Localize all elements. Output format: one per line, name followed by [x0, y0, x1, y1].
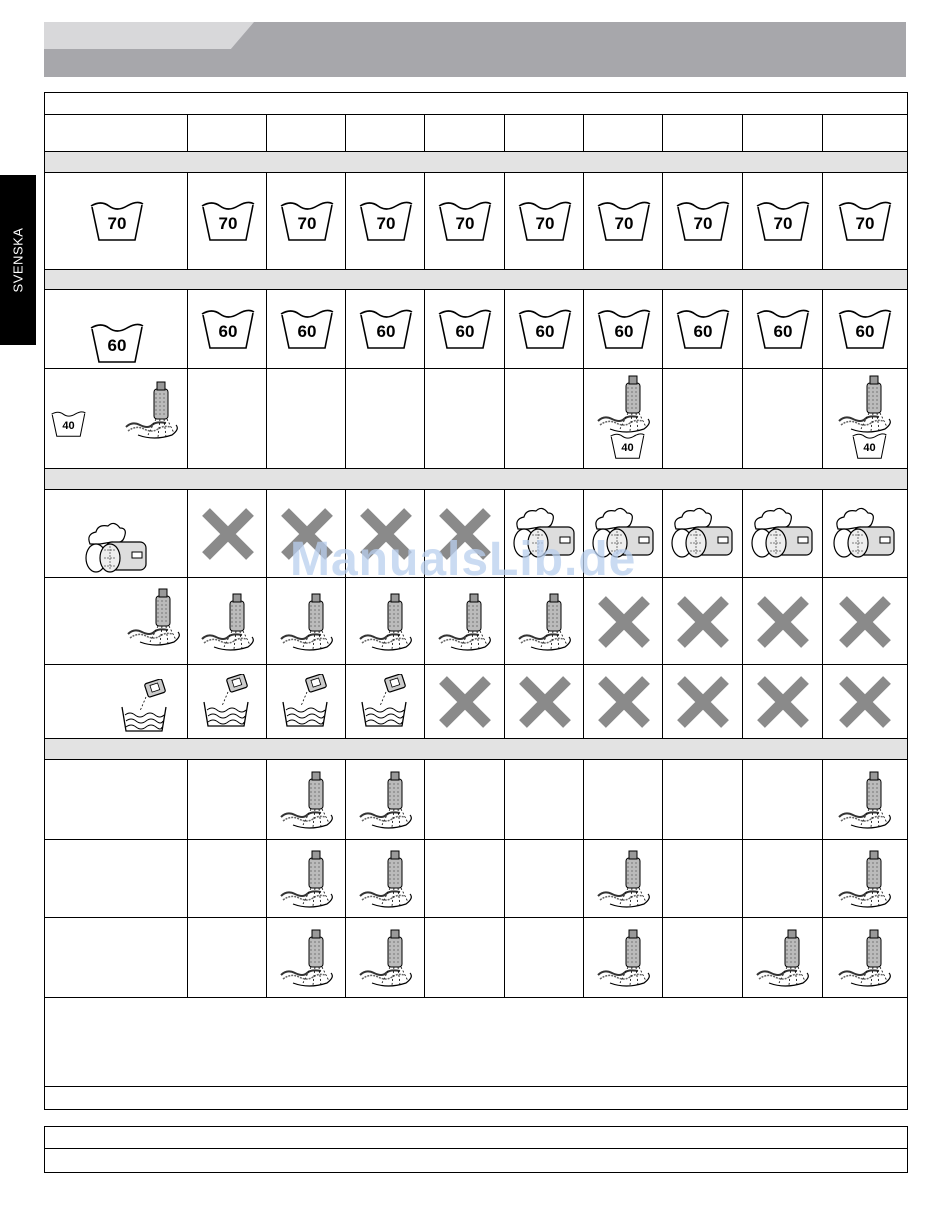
grid-cell — [662, 368, 744, 469]
wash-basin-40-icon — [850, 431, 889, 461]
care-symbol-table — [44, 92, 906, 1109]
grid-cell — [266, 839, 347, 919]
temperature-label: 40 — [621, 442, 634, 455]
grid-cell — [662, 839, 744, 919]
grid-cell — [266, 759, 347, 841]
not-allowed-cross-icon — [596, 674, 652, 730]
language-label: SVENSKA — [10, 227, 26, 293]
grid-cell — [662, 664, 744, 739]
spray-bottle-icon — [277, 848, 337, 910]
grid-cell — [345, 917, 426, 999]
grid-cell — [345, 759, 426, 841]
temperature-label: 40 — [862, 442, 876, 455]
section-header-row — [44, 467, 908, 491]
grid-cell — [504, 172, 585, 270]
bottom-table — [44, 1126, 906, 1171]
grid-cell — [187, 289, 268, 369]
wash-basin-70-icon — [594, 198, 654, 244]
wash-basin-70-icon — [198, 198, 258, 244]
grid-cell — [822, 172, 908, 270]
temperature-label: 70 — [297, 214, 316, 233]
spray-bottle-icon — [122, 379, 182, 441]
row-label-cell — [44, 759, 189, 841]
wash-basin-40-icon — [608, 431, 647, 461]
grid-cell — [822, 839, 908, 919]
grid-cell — [822, 368, 908, 469]
grid-cell — [187, 759, 268, 841]
grid-cell — [187, 664, 268, 739]
grid-cell — [742, 368, 824, 469]
detergent-pour-basin-icon — [198, 674, 258, 730]
grid-cell — [345, 368, 426, 469]
notes-area — [44, 997, 908, 1088]
header-program-cell — [662, 114, 744, 153]
grid-cell — [662, 577, 744, 666]
row-label-cell — [44, 368, 189, 469]
spray-bottle-icon — [835, 769, 895, 831]
footer-row — [44, 1086, 908, 1110]
grid-cell — [662, 489, 744, 579]
header-program-cell — [266, 114, 347, 153]
grid-cell — [187, 368, 268, 469]
grid-cell — [822, 489, 908, 579]
wash-basin-40-icon — [49, 409, 88, 439]
bottom-table-row — [44, 1126, 908, 1150]
row-label-cell — [44, 577, 189, 666]
grid-cell — [742, 664, 824, 739]
wash-basin-60-icon — [356, 306, 416, 352]
row-label-cell — [44, 289, 189, 369]
header-program-cell — [822, 114, 908, 153]
grid-cell — [742, 489, 824, 579]
temperature-label: 70 — [218, 214, 237, 233]
spray-bottle-icon — [753, 927, 813, 989]
not-allowed-cross-icon — [755, 674, 811, 730]
grid-cell — [345, 172, 426, 270]
tumble-dryer-icon — [668, 505, 738, 563]
watermark: ManualsLib.de — [290, 533, 637, 586]
wash-basin-70-icon — [277, 198, 337, 244]
grid-cell — [583, 664, 664, 739]
temperature-label: 70 — [455, 214, 475, 233]
not-allowed-cross-icon — [437, 674, 493, 730]
spray-bottle-icon — [356, 848, 416, 910]
temperature-label: 60 — [535, 322, 554, 341]
temperature-label: 60 — [107, 336, 126, 355]
grid-cell — [424, 917, 506, 999]
spray-bottle-icon — [435, 591, 495, 653]
section-header-row — [44, 737, 908, 761]
grid-cell — [742, 172, 824, 270]
spray-bottle-icon — [277, 769, 337, 831]
temperature-label: 60 — [297, 322, 316, 341]
header-tab — [44, 22, 254, 49]
wash-basin-70-icon — [673, 198, 733, 244]
grid-cell — [266, 917, 347, 999]
wash-basin-60-icon — [277, 306, 337, 352]
wash-basin-70-icon — [515, 198, 575, 244]
spray-bottle-icon — [835, 373, 895, 435]
tumble-dryer-icon — [748, 505, 818, 563]
grid-cell — [583, 917, 664, 999]
not-allowed-cross-icon — [675, 594, 731, 650]
spray-bottle-icon — [356, 591, 416, 653]
grid-cell — [583, 289, 664, 369]
temperature-label: 60 — [376, 322, 395, 341]
header-program-cell — [345, 114, 426, 153]
grid-cell — [266, 289, 347, 369]
wash-basin-60-icon — [515, 306, 575, 352]
grid-cell — [345, 577, 426, 666]
wash-basin-60-icon — [198, 306, 258, 352]
grid-cell — [504, 664, 585, 739]
spray-bottle-icon — [594, 927, 654, 989]
wash-basin-60-icon — [594, 306, 654, 352]
grid-cell — [345, 664, 426, 739]
row-label-cell — [44, 172, 189, 270]
detergent-pour-basin-icon — [356, 674, 416, 730]
wash-basin-70-icon — [753, 198, 813, 244]
table-title-row — [44, 92, 908, 116]
grid-cell — [822, 577, 908, 666]
temperature-label: 60 — [693, 322, 713, 341]
grid-cell — [424, 664, 506, 739]
section-header-row — [44, 151, 908, 174]
grid-cell — [662, 917, 744, 999]
wash-basin-60-icon — [753, 306, 813, 352]
row-label-cell — [44, 489, 189, 579]
temperature-label: 60 — [855, 322, 875, 341]
grid-cell — [187, 577, 268, 666]
grid-cell — [504, 839, 585, 919]
grid-cell — [266, 664, 347, 739]
grid-cell — [424, 839, 506, 919]
temperature-label: 60 — [773, 322, 793, 341]
grid-cell — [424, 577, 506, 666]
spray-bottle-icon — [277, 591, 337, 653]
temperature-label: 70 — [535, 214, 554, 233]
wash-basin-70-icon — [87, 198, 147, 244]
grid-cell — [424, 289, 506, 369]
temperature-label: 60 — [455, 322, 475, 341]
spray-bottle-icon — [594, 848, 654, 910]
temperature-label: 70 — [855, 214, 875, 233]
tumble-dryer-icon — [830, 505, 900, 563]
grid-cell — [504, 759, 585, 841]
grid-cell — [504, 577, 585, 666]
spray-bottle-icon — [835, 927, 895, 989]
header-program-cell — [504, 114, 585, 153]
bottom-table-row — [44, 1148, 908, 1173]
grid-cell — [504, 289, 585, 369]
spray-bottle-icon — [356, 769, 416, 831]
detergent-pour-basin-icon — [277, 674, 337, 730]
grid-cell — [742, 839, 824, 919]
temperature-label: 70 — [773, 214, 793, 233]
header-program-cell — [187, 114, 268, 153]
temperature-label: 70 — [376, 214, 395, 233]
grid-cell — [822, 289, 908, 369]
row-label-cell — [44, 917, 189, 999]
temperature-label: 40 — [62, 420, 75, 433]
grid-cell — [424, 368, 506, 469]
spray-bottle-icon — [835, 848, 895, 910]
grid-cell — [822, 664, 908, 739]
not-allowed-cross-icon — [837, 594, 893, 650]
grid-cell — [742, 289, 824, 369]
grid-cell — [187, 839, 268, 919]
grid-cell — [583, 368, 664, 469]
wash-basin-60-icon — [87, 320, 147, 366]
wash-basin-60-icon — [673, 306, 733, 352]
grid-cell — [187, 489, 268, 579]
grid-cell — [266, 172, 347, 270]
header-label-cell — [44, 114, 189, 153]
grid-cell — [345, 839, 426, 919]
not-allowed-cross-icon — [837, 674, 893, 730]
wash-basin-60-icon — [435, 306, 495, 352]
not-allowed-cross-icon — [755, 594, 811, 650]
temperature-label: 60 — [614, 322, 633, 341]
grid-cell — [583, 577, 664, 666]
grid-cell — [266, 368, 347, 469]
grid-cell — [187, 172, 268, 270]
grid-cell — [822, 917, 908, 999]
detergent-pour-basin-icon — [116, 679, 176, 735]
spray-bottle-icon — [124, 586, 184, 648]
grid-cell — [504, 917, 585, 999]
spray-bottle-icon — [277, 927, 337, 989]
section-header-row — [44, 268, 908, 291]
spray-bottle-icon — [356, 927, 416, 989]
spray-bottle-icon — [515, 591, 575, 653]
spray-bottle-icon — [198, 591, 258, 653]
grid-cell — [345, 289, 426, 369]
header-program-cell — [424, 114, 506, 153]
wash-basin-60-icon — [835, 306, 895, 352]
wash-basin-70-icon — [356, 198, 416, 244]
grid-cell — [662, 289, 744, 369]
tumble-dryer-icon — [82, 520, 152, 578]
grid-cell — [822, 759, 908, 841]
temperature-label: 60 — [218, 322, 237, 341]
not-allowed-cross-icon — [596, 594, 652, 650]
not-allowed-cross-icon — [200, 506, 256, 562]
grid-cell — [583, 839, 664, 919]
row-label-cell — [44, 839, 189, 919]
grid-cell — [187, 917, 268, 999]
language-side-tab — [0, 175, 36, 345]
spray-bottle-icon — [594, 373, 654, 435]
wash-basin-70-icon — [435, 198, 495, 244]
grid-cell — [424, 759, 506, 841]
not-allowed-cross-icon — [675, 674, 731, 730]
temperature-label: 70 — [614, 214, 633, 233]
grid-cell — [742, 759, 824, 841]
grid-cell — [662, 172, 744, 270]
grid-cell — [742, 917, 824, 999]
grid-cell — [266, 577, 347, 666]
header-program-cell — [583, 114, 664, 153]
grid-cell — [504, 368, 585, 469]
grid-cell — [424, 172, 506, 270]
not-allowed-cross-icon — [517, 674, 573, 730]
grid-cell — [583, 759, 664, 841]
wash-basin-70-icon — [835, 198, 895, 244]
grid-cell — [742, 577, 824, 666]
grid-cell — [662, 759, 744, 841]
temperature-label: 70 — [693, 214, 713, 233]
temperature-label: 70 — [107, 214, 126, 233]
header-program-cell — [742, 114, 824, 153]
grid-cell — [583, 172, 664, 270]
row-label-cell — [44, 664, 189, 739]
